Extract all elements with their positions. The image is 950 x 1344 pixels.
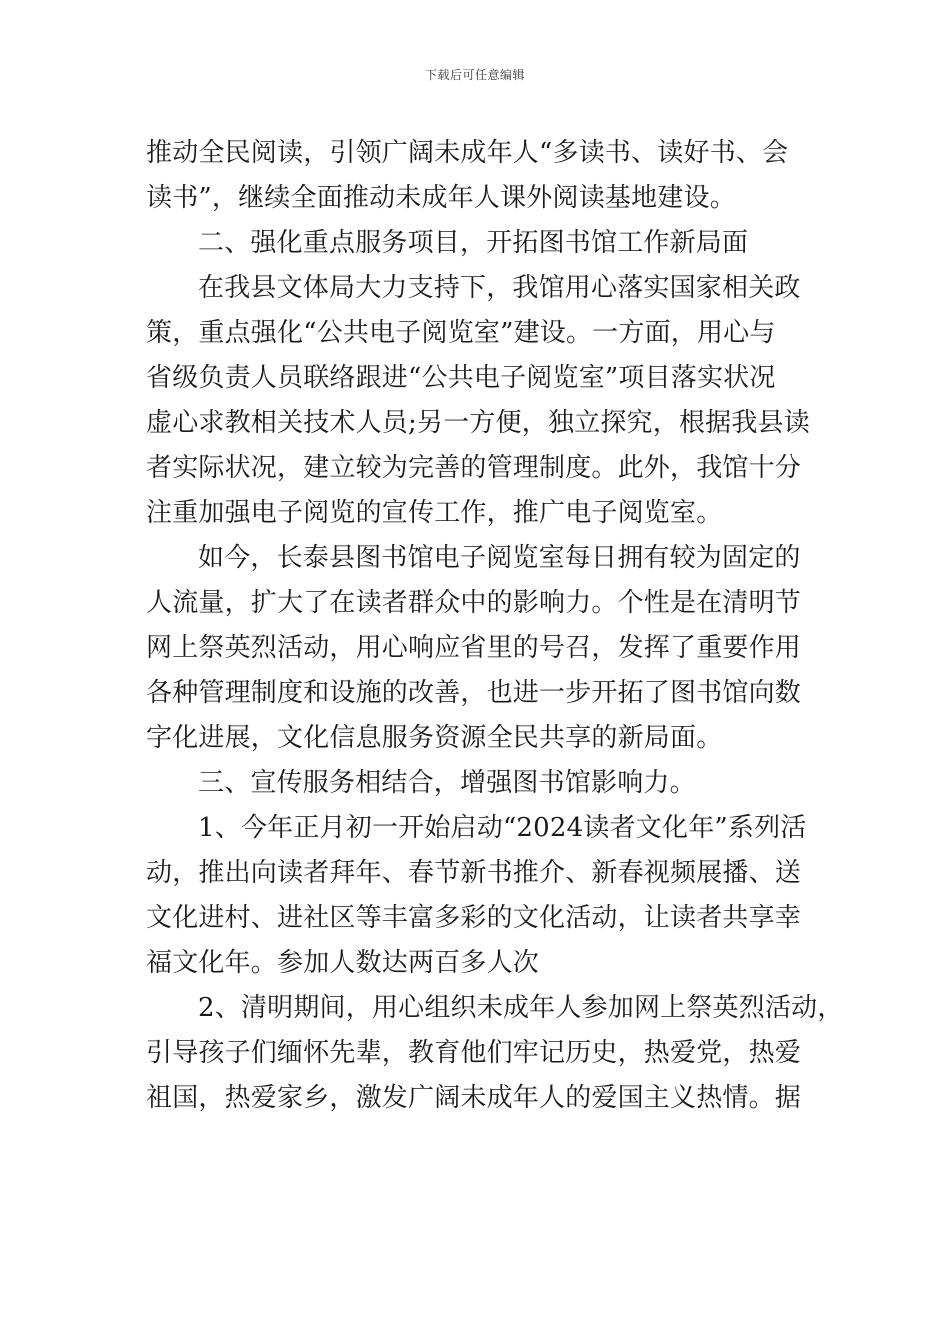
- text-line: 推动全民阅读，引领广阔未成年人“多读书、读好书、会: [146, 138, 789, 168]
- paragraph-start: 1、今年正月初一开始启动“2024读者文化年”系列活: [198, 813, 807, 843]
- page-header: 下载后可任意编辑: [424, 68, 525, 82]
- paragraph-start: 2、清明期间，用心组织未成年人参加网上祭英烈活动，: [198, 993, 844, 1023]
- text-line: 读书”，继续全面推动未成年人课外阅读基地建设。: [146, 183, 736, 213]
- text-line: 网上祭英烈活动，用心响应省里的号召，发挥了重要作用: [146, 633, 802, 663]
- text-line: 人流量，扩大了在读者群众中的影响力。个性是在清明节: [146, 588, 802, 618]
- section-heading: 三、宣传服务相结合，增强图书馆影响力。: [198, 768, 696, 798]
- paragraph-start: 如今，长泰县图书馆电子阅览室每日拥有较为固定的: [198, 543, 801, 573]
- section-heading: 二、强化重点服务项目，开拓图书馆工作新局面: [198, 228, 749, 258]
- text-line: 策，重点强化“公共电子阅览室”建设。一方面，用心与: [146, 318, 776, 348]
- text-line: 福文化年。参加人数达两百多人次: [146, 948, 540, 978]
- document-body: [146, 131, 844, 1121]
- text-line: 者实际状况，建立较为完善的管理制度。此外，我馆十分: [146, 453, 802, 483]
- text-line: 字化进展，文化信息服务资源全民共享的新局面。: [146, 723, 723, 753]
- text-line: 祖国，热爱家乡，激发广阔未成年人的爱国主义热情。据: [146, 1083, 802, 1113]
- text-line: 动，推出向读者拜年、春节新书推介、新春视频展播、送: [146, 858, 802, 888]
- text-line: 文化进村、进社区等丰富多彩的文化活动，让读者共享幸: [146, 903, 802, 933]
- text-line: 省级负责人员联络跟进“公共电子阅览室”项目落实状况: [146, 363, 776, 393]
- text-line: 引导孩子们缅怀先辈，教育他们牢记历史，热爱党，热爱: [146, 1038, 802, 1068]
- paragraph-start: 在我县文体局大力支持下，我馆用心落实国家相关政: [198, 273, 801, 303]
- text-line: 各种管理制度和设施的改善，也进一步开拓了图书馆向数: [146, 678, 802, 708]
- text-line: 虚心求教相关技术人员;另一方便，独立探究，根据我县读: [146, 408, 810, 438]
- text-line: 注重加强电子阅览的宣传工作，推广电子阅览室。: [146, 498, 723, 528]
